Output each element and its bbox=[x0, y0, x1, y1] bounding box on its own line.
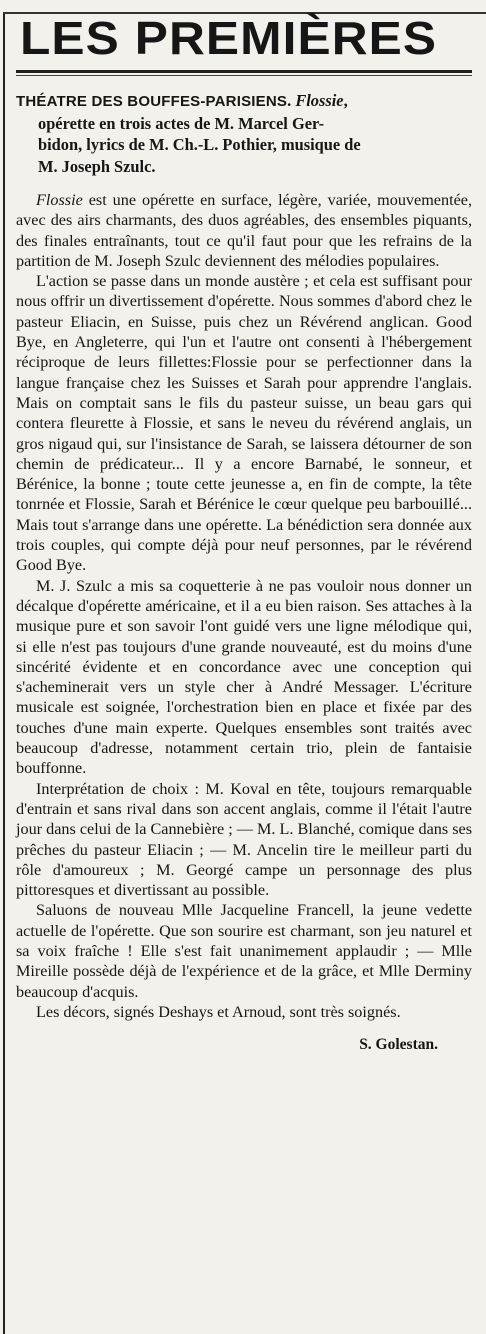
author-signature: S. Golestan. bbox=[359, 1036, 438, 1054]
paragraph-text: Les décors, signés Deshays et Arnoud, sont très soignés. bbox=[36, 1002, 401, 1021]
column-left-rule bbox=[3, 12, 5, 1334]
heading-separator: . bbox=[287, 91, 296, 110]
masthead-rule bbox=[16, 70, 472, 73]
review-heading bbox=[16, 90, 472, 177]
play-title: Flossie bbox=[295, 91, 344, 110]
paragraph-text: Saluons de nouveau Mlle Jacqueline Francell, la jeune vedette actuelle de l'opérette. Que son sourire est charmant, son jeu naturel et sa voix fraîche ! Elle s'est fait unanimement applaudir ; — Mlle Mireille possède déjà de l'expérience et de la grâce, et Mlle Derminy beaucoup d'acquis. bbox=[16, 901, 472, 1001]
article-paragraph bbox=[16, 900, 472, 1001]
paragraph-text: est une opérette en surface, légère, variée, mouvementée, avec des airs charmants, des duos agréables, des ensembles piquants, des finales entraînants, tout ce qu'il faut pour que les refrains de la partition de M. Joseph Szulc deviennent des mélodies populaires. bbox=[16, 191, 472, 270]
article-paragraph bbox=[16, 576, 472, 779]
heading-credits-line: M. Joseph Szulc. bbox=[38, 156, 156, 176]
paragraph-text: M. J. Szulc a mis sa coquetterie à ne pas vouloir nous donner un décalque d'opérette américaine, et il a eu bien raison. Ses attaches à la musique pure et son savoir l'ont guidé vers une ligne mélodique qui, si elle n'est pas toujours d'une grande nouveauté, est du moins d'une sincérité évidente et en concordance avec une conception qui s'acheminerait vers un style cher à André Messager. L'écriture musicale est soignée, l'orchestration bien en place et fixée par des touches d'une main experte. Quelques ensembles sont traités avec beaucoup d'adresse, notamment certain trio, plein de fantaisie bouffonne. bbox=[16, 576, 472, 778]
heading-credits-line: bidon, lyrics de M. Ch.-L. Pothier, musique de bbox=[38, 135, 361, 154]
newspaper-column bbox=[0, 12, 486, 1334]
heading-credits-line: opérette en trois actes de M. Marcel Ger- bbox=[38, 113, 325, 133]
play-title-inline: Flossie bbox=[36, 191, 83, 209]
paragraph-text: Interprétation de choix : M. Koval en tête, toujours remarquable d'entrain et sans rival dans son accent anglais, comme il l'était l'autre jour dans celui de la Cannebière ; — M. L. Blanché, comique dans ses prêches du pasteur Eliacin ; — M. Ancelin tire le meilleur parti du rôle d'amoureux ; M. Georgé campe un personnage des plus pittoresques et divertissant au possible. bbox=[16, 779, 472, 900]
article-paragraph bbox=[16, 1002, 472, 1022]
theatre-name: THÉATRE DES BOUFFES-PARISIENS bbox=[16, 93, 288, 110]
paragraph-text: L'action se passe dans un monde austère ; et cela est suffisant pour nous offrir un divertissement d'opérette. Nous sommes d'abord chez le pasteur Eliacin, en Suisse, puis chez un Révérend anglican. Good Bye, en Angleterre, qui l'un et l'autre ont consenti à l'hébergement réciproque de leurs fillettes:Flossie pour se perfectionner dans la langue française chez les Suisses et Sarah pour apprendre l'anglais. Mais on comptait sans le fils du pasteur suisse, un beau gars qui contera fleurette à Flossie, et sans le neveu du révérend anglais, un gros nigaud qui, sur l'insistance de Sarah, se laissera détourner de son chemin de prédicateur... Il y a encore Barnabé, le sonneur, et Bérénice, la bonne ; toute cette jeunesse a, en fin de compte, la tête tonrnée et Flossie, Sarah et Bérénice le cœur quelque peu barbouillé... Mais tout s'arrange dans une opérette. La bénédiction sera donnée aux trois couples, qui compte déjà pour neuf personnes, par le révérend Good Bye. bbox=[16, 272, 472, 575]
article-paragraph bbox=[16, 271, 472, 575]
section-masthead: LES PREMIÈRES bbox=[20, 12, 438, 64]
article-paragraph bbox=[16, 190, 472, 271]
article-paragraph bbox=[16, 779, 472, 901]
masthead-rule-thin bbox=[16, 75, 472, 76]
heading-line1-rest: , bbox=[343, 91, 348, 110]
